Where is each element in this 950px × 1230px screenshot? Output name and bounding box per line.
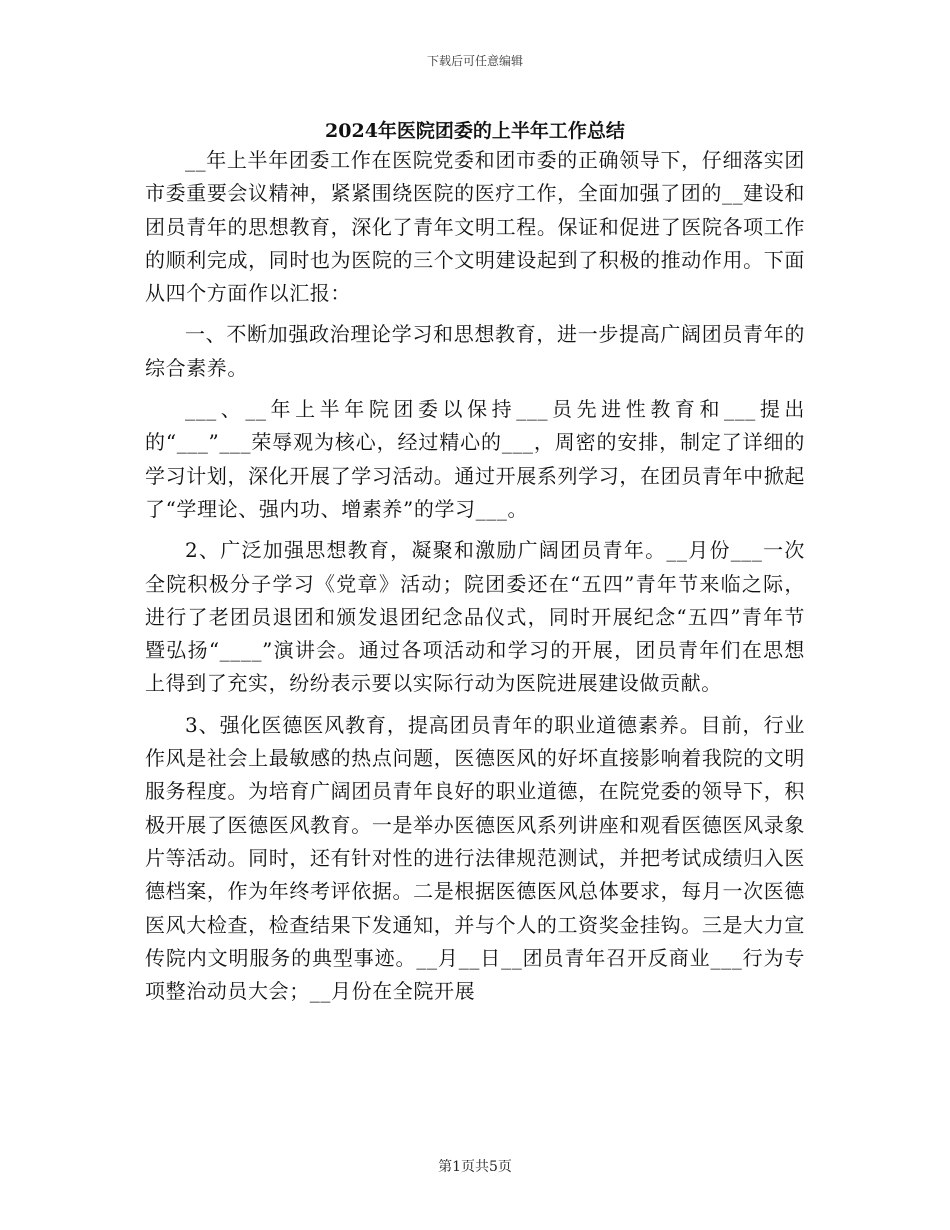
paragraph-item-2: 2、广泛加强思想教育，凝聚和激励广阔团员青年。__月份___一次全院积极分子学习《党章》活动；院团委还在“五四”青年节来临之际，进行了老团员退团和颁发退团纪念品仪式，同时开展纪念“五四”青年节暨弘扬“____”演讲会。通过各项活动和学习的开展，团员青年们在思想上得到了充实，纷纷表示要以实际行动为医院进展建设做贡献。 (145, 538, 805, 696)
page-footer: 第1页共5页 (438, 1159, 512, 1175)
document-body (145, 144, 805, 1008)
paragraph-section-1-heading: 一、不断加强政治理论学习和思想教育，进一步提高广阔团员青年的综合素养。 (145, 322, 805, 380)
paragraph-item-1: ___、__年上半年院团委以保持___员先进性教育和___提出的“___”___荣辱观为核心，经过精心的___，周密的安排，制定了详细的学习计划，深化开展了学习活动。通过开展系列学习，在团员青年中掀起了“学理论、强内功、增素养”的学习___。 (145, 397, 805, 521)
header-note: 下载后可任意编辑 (426, 54, 523, 68)
document-title: 2024年医院团委的上半年工作总结 (325, 120, 625, 142)
paragraph-item-3: 3、强化医德医风教育，提高团员青年的职业道德素养。目前，行业作风是社会上最敏感的热点问题，医德医风的好坏直接影响着我院的文明服务程度。为培育广阔团员青年良好的职业道德，在院党委的领导下，积极开展了医德医风教育。一是举办医德医风系列讲座和观看医德医风录象片等活动。同时，还有针对性的进行法律规范测试，并把考试成绩归入医德档案，作为年终考评依据。二是根据医德医风总体要求，每月一次医德医风大检查，检查结果下发通知，并与个人的工资奖金挂钩。三是大力宣传院内文明服务的典型事迹。__月__日__团员青年召开反商业___行为专项整治动员大会；__月份在全院开展 (145, 712, 805, 1004)
paragraph-intro: __年上半年团委工作在医院党委和团市委的正确领导下，仔细落实团市委重要会议精神，紧紧围绕医院的医疗工作，全面加强了团的__建设和团员青年的思想教育，深化了青年文明工程。保证和促进了医院各项工作的顺利完成，同时也为医院的三个文明建设起到了积极的推动作用。下面从四个方面作以汇报： (145, 148, 805, 306)
